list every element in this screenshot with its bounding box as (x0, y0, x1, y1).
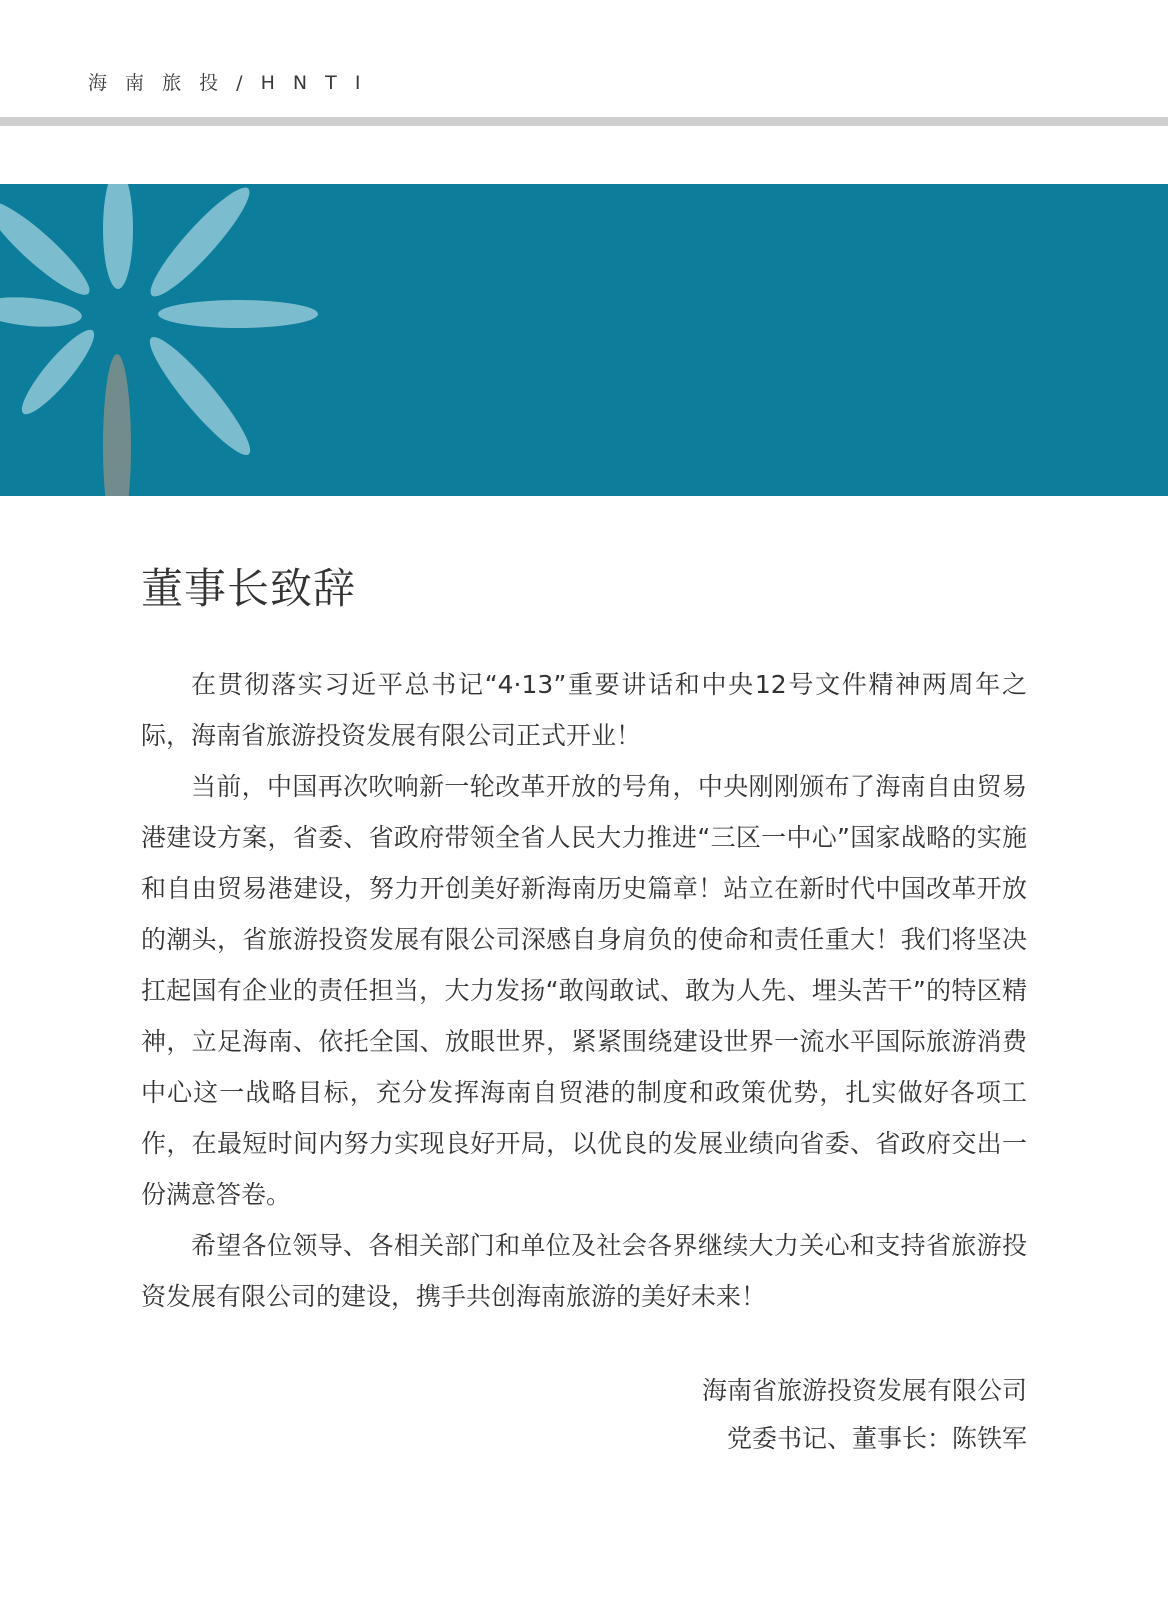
petal-lower-right-icon (140, 328, 261, 464)
paragraph-3: 希望各位领导、各相关部门和单位及社会各界继续大力关心和支持省旅游投资发展有限公司的建设，携手共创海南旅游的美好未来！ (141, 1231, 1027, 1311)
petal-upper-left-icon (0, 191, 99, 304)
header-brand: 海 南 旅 投 / H N T I (88, 72, 367, 94)
petal-right-icon (158, 300, 318, 328)
signature (702, 1367, 1027, 1463)
petal-left-icon (0, 294, 83, 331)
header-divider (0, 117, 1168, 126)
paragraph-2: 当前，中国再次吹响新一轮改革开放的号角，中央刚刚颁布了海南自由贸易港建设方案，省委、省政府带领全省人民大力推进“三区一中心”国家战略的实施和自由贸易港建设，努力开创美好新海南历史篇章！站立在新时代中国改革开放的潮头，省旅游投资发展有限公司深感自身肩负的使命和责任重大！我们将坚决扛起国有企业的责任担当，大力发扬“敢闯敢试、敢为人先、埋头苦干”的特区精神，立足海南、依托全国、放眼世界，紧紧围绕建设世界一流水平国际旅游消费中心这一战略目标，充分发挥海南自贸港的制度和政策优势，扎实做好各项工作，在最短时间内努力实现良好开局，以优良的发展业绩向省委、省政府交出一份满意答卷。 (141, 772, 1027, 1209)
stem-icon (103, 354, 131, 496)
petal-lower-left-icon (13, 322, 102, 421)
paragraph-1: 在贯彻落实习近平总书记“4·13”重要讲话和中央12号文件精神两周年之际，海南省旅游投资发展有限公司正式开业！ (141, 670, 1027, 750)
page-title: 董事长致辞 (141, 564, 357, 613)
banner (0, 184, 1168, 496)
signature-company: 海南省旅游投资发展有限公司 (701, 1376, 1027, 1405)
signature-person: 党委书记、董事长：陈铁军 (726, 1424, 1027, 1453)
body-text (141, 659, 1027, 1322)
petal-top-icon (103, 184, 133, 289)
flower-decoration-icon (0, 184, 1168, 496)
petal-upper-right-icon (141, 184, 260, 306)
